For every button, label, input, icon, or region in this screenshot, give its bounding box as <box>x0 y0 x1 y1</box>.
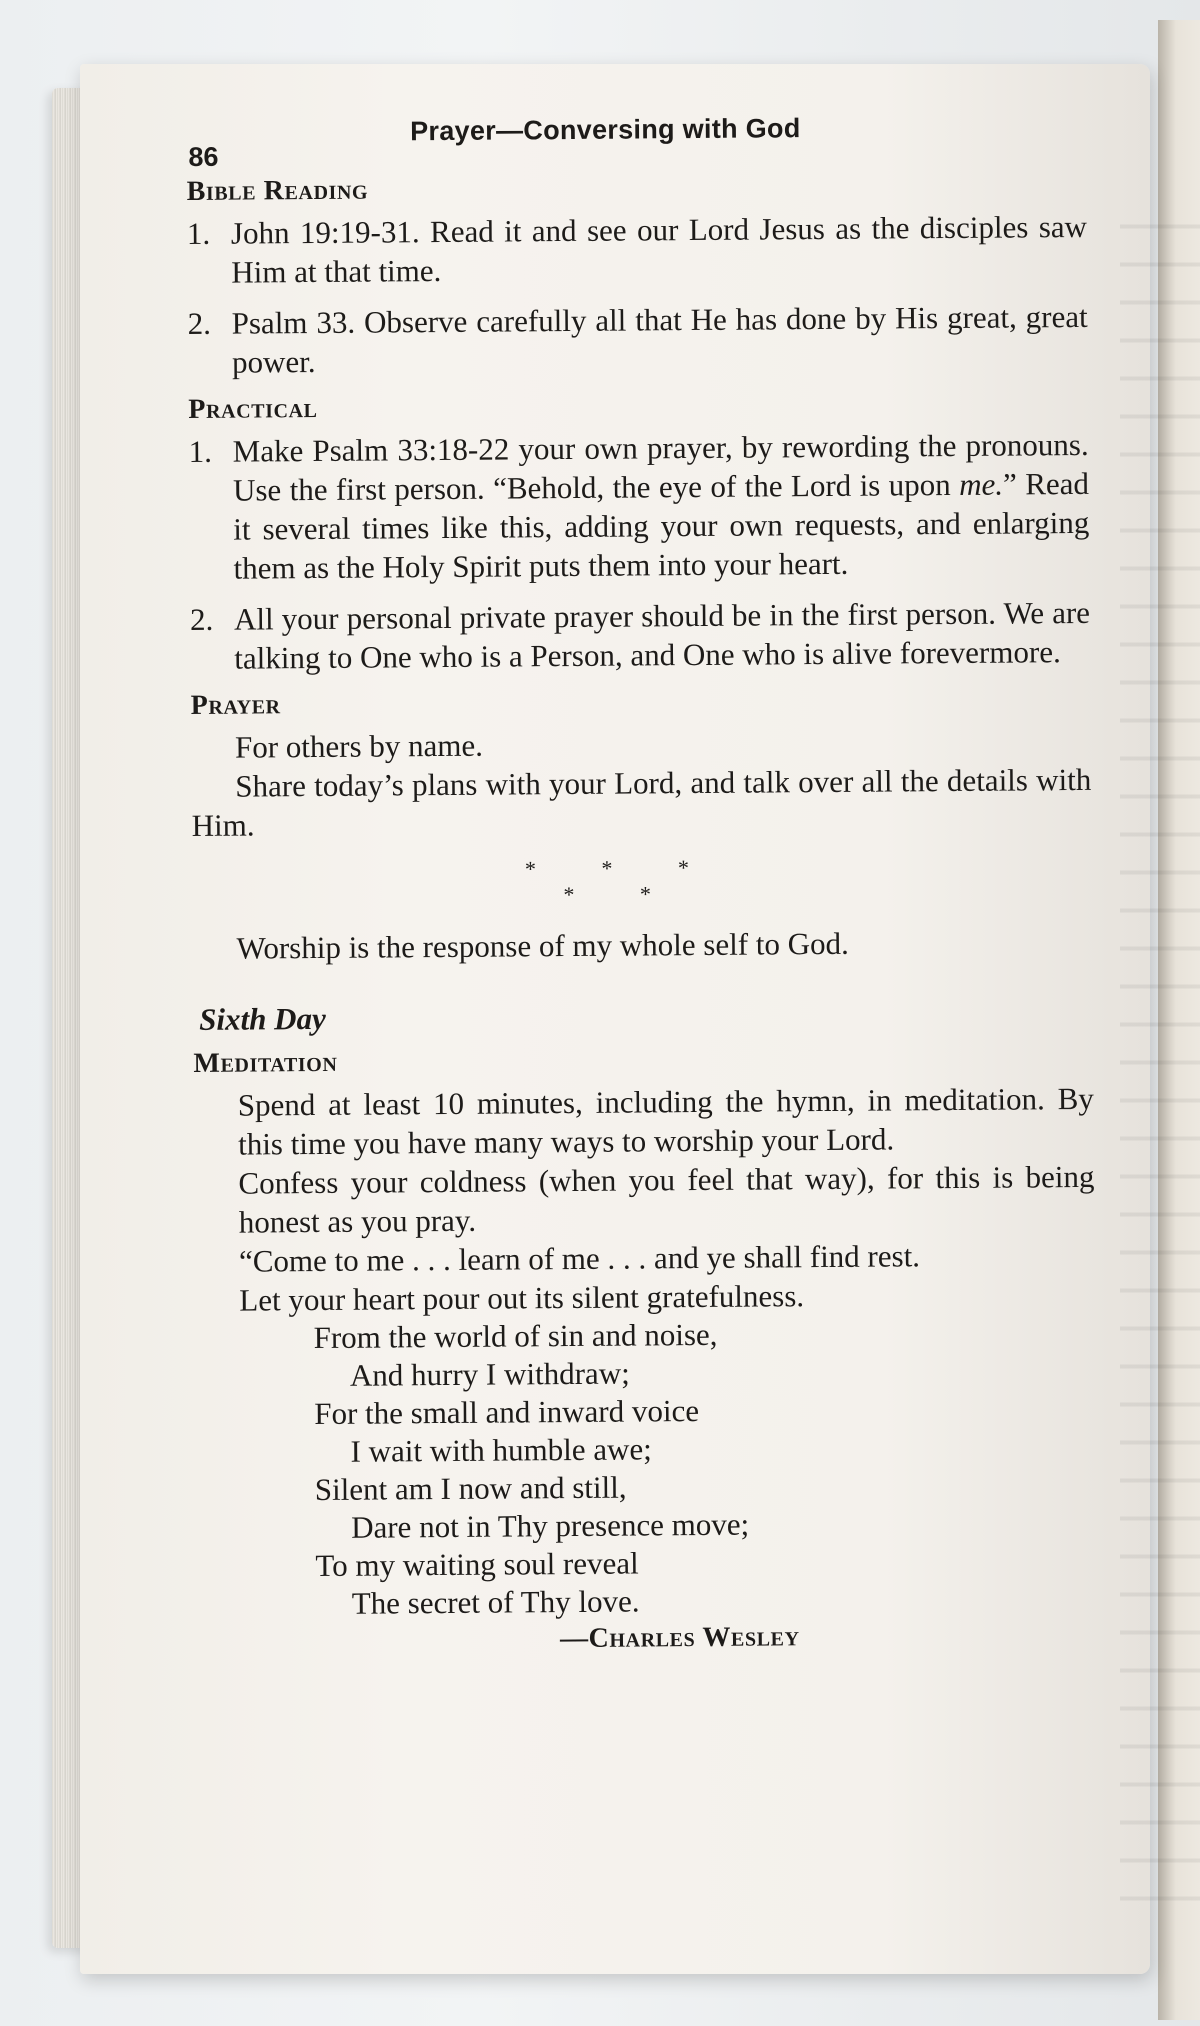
show-through-text <box>1120 204 1200 1904</box>
page-number: 86 <box>188 141 219 172</box>
prayer-line: Share today’s plans with your Lord, and talk over all the details with Him. <box>191 761 1092 843</box>
hymn-poem <box>313 1313 1097 1623</box>
section-separator: * * * * * <box>524 854 720 908</box>
running-head: Prayer—Conversing with God <box>410 113 801 147</box>
poem-line: For the small and inward voice <box>314 1393 700 1432</box>
practical-heading: Practical <box>188 392 318 425</box>
item-number: 1. <box>188 433 213 469</box>
meditation-paragraph: Confess your coldness (when you feel that way), for this is being honest as you pray. <box>238 1158 1095 1240</box>
prayer-line: For others by name. <box>234 727 484 765</box>
bible-reading-item <box>187 207 1088 292</box>
item-text-part: Make Psalm 33:18-22 your own prayer, by rewording the pronouns. Use the first person. “Behold, the eye of the Lord is upon <box>232 426 1089 508</box>
item-number: 1. <box>186 215 211 251</box>
poem-line: The secret of Thy love. <box>351 1583 640 1621</box>
meditation-paragraph: Spend at least 10 minutes, including the hymn, in meditation. By this time you have many ways to worship your Lord. <box>237 1080 1094 1162</box>
day-title: Sixth Day <box>199 1000 326 1037</box>
bible-reading-item <box>188 297 1089 382</box>
practical-item <box>189 425 1090 588</box>
practical-list <box>189 425 1091 678</box>
hymn-attribution: —Charles Wesley <box>559 1621 800 1655</box>
worship-statement: Worship is the response of my whole self to God. <box>236 925 849 966</box>
item-text: John 19:19-31. Read it and see our Lord Jesus as the disciples saw Him at that time. <box>230 208 1088 290</box>
item-text: Psalm 33. Observe carefully all that He has done by His great, great power. <box>231 298 1088 380</box>
page-header <box>186 103 1086 172</box>
meditation-heading: Meditation <box>193 1046 338 1079</box>
bible-reading-list <box>187 207 1088 382</box>
practical-item <box>190 593 1091 678</box>
item-number: 2. <box>189 601 214 637</box>
bible-reading-heading: Bible Reading <box>186 174 369 207</box>
poem-line: Silent am I now and still, <box>314 1469 627 1508</box>
poem-line: And hurry I withdraw; <box>349 1355 630 1393</box>
prayer-heading: Prayer <box>190 689 281 721</box>
meditation-paragraph: “Come to me . . . learn of me . . . and ye shall find rest. <box>238 1238 921 1279</box>
poem-line: Dare not in Thy presence move; <box>350 1506 750 1545</box>
item-text-part: ” Read it several times like this, adding your own requests, and enlarging them as the Holy Spirit puts them into your heart. <box>233 465 1090 586</box>
poem-line: To my waiting soul reveal <box>315 1545 639 1584</box>
item-text: All your personal private prayer should be in the first person. We are talking to One who is a Person, and One who is alive forevermore. <box>233 594 1091 676</box>
poem-line: From the world of sin and noise, <box>313 1316 718 1356</box>
meditation-paragraph: Let your heart pour out its silent gratefulness. <box>239 1278 805 1318</box>
item-text-emphasis: me. <box>959 466 1004 502</box>
poem-line: I wait with humble awe; <box>350 1431 652 1469</box>
item-number: 2. <box>187 305 212 341</box>
page-text <box>186 103 1098 1658</box>
